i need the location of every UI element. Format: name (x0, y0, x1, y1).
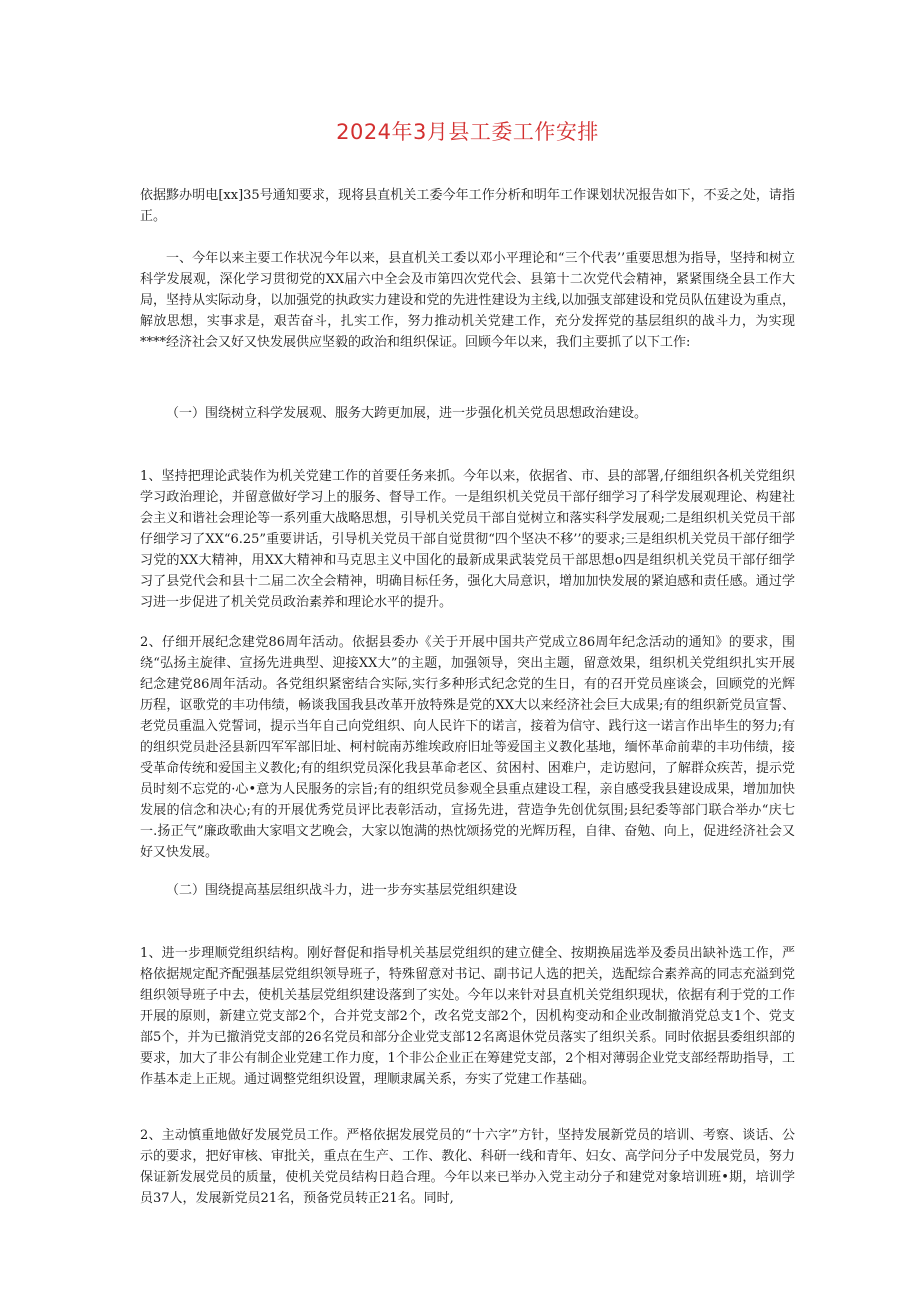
intro-paragraph: 依据黟办明电[xx]35号通知要求，现将县直机关工委今年工作分析和明年工作课划状况报告如下，不妥之处，请指正。 (140, 188, 795, 224)
document-title: 2024年3月县工委工作安排 (336, 120, 599, 144)
item-2-paragraph: 2、仔细开展纪念建党86周年活动。依据县委办《关于开展中国共产党成立86周年纪念活动的通知》的要求，围绕“弘扬主旋律、宣扬先进典型、迎接XX大”的主题，加强领导，突出主题，留意效果，组织机关党组织扎实开展纪念建党86周年活动。各党组织紧密结合实际,实行多种形式纪念党的生日，有的召开党员座谈会，回顾党的光辉历程，讴歌党的丰功伟绩，畅谈我国我县改革开放特殊是党的XX大以来经济社会巨大成果;有的组织新党员宣誓、老党员重温入党誓词，提示当年自己向党组织、向人民许下的诺言，接着为信守、践行这一诺言作出毕生的努力;有的组织党员赴泾县新四军军部旧址、柯村皖南苏维埃政府旧址等爱国主义教化基地，缅怀革命前辈的丰功伟绩，接受革命传统和爱国主义教化;有的组织党员深化我县革命老区、贫困村、困难户，走访慰问，了解群众疾苦，提示党员时刻不忘党的·心•意为人民服务的宗旨;有的组织党员参观全县重点建设工程，亲自感受我县建设成果，增加加快发展的信念和决心;有的开展优秀党员评比表彰活动，宣扬先进，营造争先创优氛围;县纪委等部门联合举办“庆七一.扬正气”廉政歌曲大家唱文艺晚会，大家以饱满的热忱颂扬党的光辉历程，自律、奋勉、向上，促进经济社会又好又快发展。 (140, 635, 795, 860)
item-1-paragraph: 1、坚持把理论武装作为机关党建工作的首要任务来抓。今年以来，依据省、市、县的部署,仔细组织各机关党组织学习政治理论，并留意做好学习上的服务、督导工作。一是组织机关党员干部仔细学习了科学发展观理论、构建社会主义和谐社会理论等一系列重大战略思想，引导机关党员干部自觉树立和落实科学发展观;二是组织机关党员干部仔细学习了XX“6.25”重要讲话，引导机关党员干部自觉贯彻“四个坚决不移’’的要求;三是组织机关党员干部仔细学习党的XX大精神，用XX大精神和马克思主义中国化的最新成果武装党员干部思想o四是组织机关党员干部仔细学习了县党代会和县十二届二次全会精神，明确目标任务，强化大局意识，增加加快发展的紧迫感和责任感。通过学习进一步促进了机关党员政治素养和理论水平的提升。 (140, 469, 795, 610)
subsection-two-heading: （二）围绕提高基层组织战斗力，进一步夯实基层党组织建设 (166, 883, 518, 898)
item-2-2-paragraph: 2、主动慎重地做好发展党员工作。严格依据发展党员的“十六字”方针，坚持发展新党员的培训、考察、谈话、公示的要求，把好审核、审批关，重点在生产、工作、教化、科研一线和青年、妇女、高学问分子中发展党员，努力保证新发展党员的质量，使机关党员结构日趋合理。今年以来已举办入党主动分子和建党对象培训班•期，培训学员37人，发展新党员21名，预备党员转正21名。同时, (140, 1128, 795, 1206)
item-2-1-paragraph: 1、进一步理顺党组织结构。刚好督促和指导机关基层党组织的建立健全、按期换届选举及委员出缺补选工作，严格依据规定配齐配强基层党组织领导班子，特殊留意对书记、副书记人选的把关，选配综合素养高的同志充溢到党组织领导班子中去，使机关基层党组织建设落到了实处。今年以来针对县直机关党组织现状，依据有利于党的工作开展的原则，新建立党支部2个，合并党支部2个，改名党支部2个，因机构变动和企业改制撤消党总支1个、党支部5个，并为已撤消党支部的26名党员和部分企业党支部12名离退休党员落实了组织关系。同时依据县委组织部的要求，加大了非公有制企业党建工作力度，1个非公企业正在筹建党支部，2个相对薄弱企业党支部经帮助指导，工作基本走上正规。通过调整党组织设置，理顺隶属关系，夯实了党建工作基础。 (140, 946, 795, 1087)
subsection-one-heading: （一）围绕树立科学发展观、服务大跨更加展，进一步强化机关党员思想政治建设。 (166, 406, 648, 421)
section-one-paragraph: 一、今年以来主要工作状况今年以来，县直机关工委以邓小平理论和“三个代表’’重要思想为指导，坚持和树立科学发展观，深化学习贯彻党的XX届六中全会及市第四次党代会、县第十二次党代会精神，紧紧围绕全县工作大局，坚持从实际动身，以加强党的执政实力建设和党的先进性建设为主线,以加强支部建设和党员队伍建设为重点，解放思想，实事求是，艰苦奋斗，扎实工作，努力推动机关党建工作，充分发挥党的基层组织的战斗力，为实现****经济社会又好又快发展供应坚毅的政治和组织保证。回顾今年以来，我们主要抓了以下工作: (140, 251, 795, 350)
